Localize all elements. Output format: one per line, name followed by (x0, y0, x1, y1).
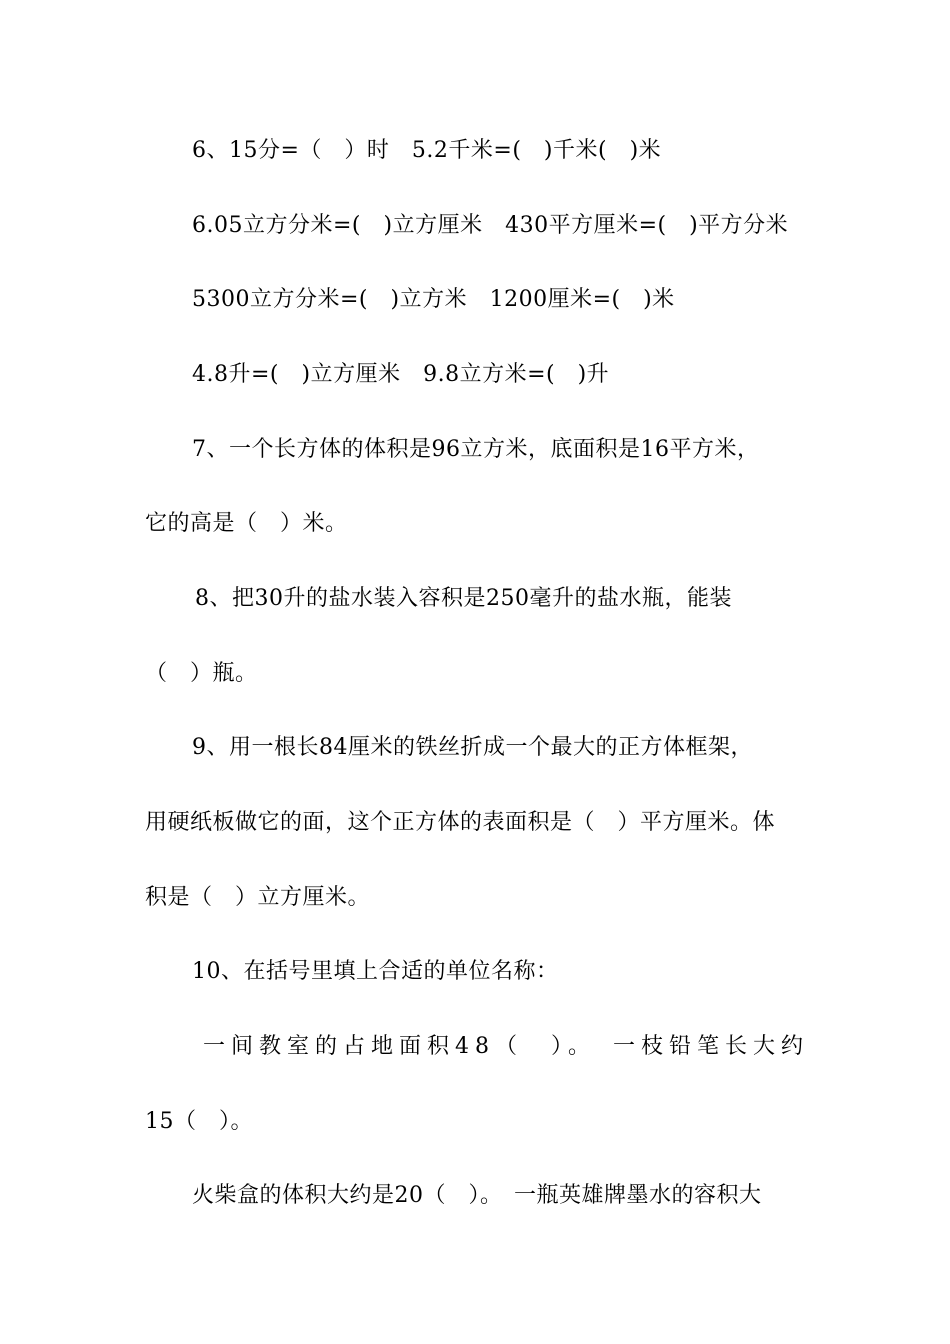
question-10-title: 10、在括号里填上合适的单位名称： (192, 959, 559, 984)
question-8-line-2: （ ）瓶。 (145, 661, 258, 686)
question-6-line-1: 6、15分=（ ）时 5.2千米=( )千米( )米 (192, 138, 662, 163)
question-9-line-1: 9、用一根长84厘米的铁丝折成一个最大的正方体框架， (192, 735, 753, 760)
question-7-line-1: 7、一个长方体的体积是96立方米，底面积是16平方米， (192, 437, 760, 462)
question-6-line-4: 4.8升=( )立方厘米 9.8立方米=( )升 (192, 362, 610, 387)
question-6-line-3: 5300立方分米=( )立方米 1200厘米=( )米 (192, 287, 675, 312)
question-9-line-3: 积是（ ）立方厘米。 (145, 885, 371, 910)
question-10-item-1: 一间教室的占地面积48（ ）。 一枝铅笔长大约 (203, 1034, 809, 1059)
question-10-item-2: 火柴盒的体积大约是20（ ）。 一瓶英雄牌墨水的容积大 (192, 1183, 762, 1208)
question-6-line-2: 6.05立方分米=( )立方厘米 430平方厘米=( )平方分米 (192, 213, 789, 238)
question-10-item-1-continued: 15（ ）。 (145, 1109, 253, 1134)
question-7-line-2: 它的高是（ ）米。 (145, 511, 348, 536)
question-8-line-1: 8、把30升的盐水装入容积是250毫升的盐水瓶，能装 (195, 586, 732, 611)
question-9-line-2: 用硬纸板做它的面，这个正方体的表面积是（ ）平方厘米。体 (145, 810, 776, 835)
